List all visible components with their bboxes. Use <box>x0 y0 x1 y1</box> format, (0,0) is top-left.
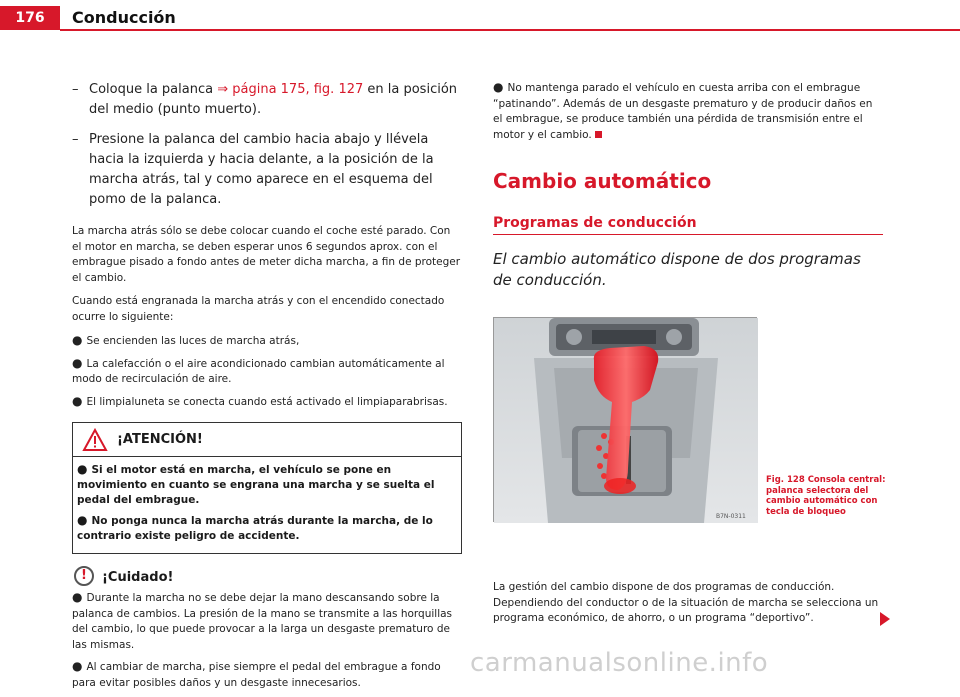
bullet-icon: ● <box>77 513 88 527</box>
warning-box <box>72 422 462 554</box>
warning-item: ● Si el motor está en marcha, el vehículo se pone en movimiento en cuanto se engrana una marcha y se suelta el pedal del embrague. <box>77 462 435 506</box>
watermark: carmanualsonline.info <box>470 648 769 678</box>
section-title: Cambio automático <box>493 169 712 193</box>
figure-code: B7N-0311 <box>716 513 746 520</box>
step-1-text-post: en la posición del medio (punto muerto). <box>89 82 458 117</box>
warning-body <box>73 457 461 553</box>
end-of-section-icon <box>595 131 602 138</box>
step-1-text-pre: Coloque la palanca <box>89 82 218 97</box>
bullet-icon: ● <box>72 355 83 370</box>
paragraph-driving-programs: La gestión del cambio dispone de dos programas de conducción. Dependiendo del conductor o de la situación de marcha se selecciona un programa económico, de ahorro, o un programa “deportivo”. <box>493 581 879 624</box>
running-title: Conducción <box>72 8 176 27</box>
bullet-icon: ● <box>72 659 83 673</box>
bullet-icon: ● <box>77 462 88 476</box>
page-number: 176 <box>0 6 60 30</box>
header-rule <box>60 29 960 31</box>
gear-selector-figure <box>493 317 757 522</box>
paragraph-reverse-gear: La marcha atrás sólo se debe colocar cuando el coche esté parado. Con el motor en marcha, se deben esperar unos 6 segundos aprox. con el embrague pisado a fondo antes de meter dicha marcha, a fin de proteger el cambio. <box>72 225 461 284</box>
next-page-arrow-icon <box>880 612 890 626</box>
caution-title: ¡Cuidado! <box>102 570 174 585</box>
step-1 <box>72 80 462 120</box>
list-item: ● La calefacción o el aire acondicionado cambian automáticamente al modo de recirculación de aire. <box>72 355 445 385</box>
page-reference-link[interactable]: ⇒ página 175, fig. 127 <box>217 82 364 97</box>
warning-header <box>73 423 461 457</box>
warning-triangle-icon <box>83 429 107 455</box>
bullet-icon: ● <box>72 590 83 604</box>
right-column <box>493 80 883 291</box>
step-2-text: Presione la palanca del cambio hacia abajo y llévela hacia la izquierda y hacia delante, a la posición de la marcha atrás, tal y como aparece en el esquema del pomo de la palanca. <box>89 132 434 207</box>
list-item: ● Se encienden las luces de marcha atrás, <box>72 333 300 347</box>
bullet-icon: ● <box>72 333 83 347</box>
caution-header <box>72 566 462 590</box>
list-item: ● El limpialuneta se conecta cuando está activado el limpiaparabrisas. <box>72 393 448 408</box>
figure-caption: Fig. 128 Consola central: palanca selectora del cambio automático con tecla de bloqueo <box>766 475 886 517</box>
caution-exclamation-icon: ! <box>74 566 94 586</box>
paragraph-reverse-effects: Cuando está engranada la marcha atrás y con el encendido conectado ocurre lo siguiente: <box>72 295 445 323</box>
warning-item: ● No ponga nunca la marcha atrás durante la marcha, de lo contrario existe peligro de accidente. <box>77 513 433 542</box>
bullet-icon: ● <box>493 80 504 94</box>
bullet-icon: ● <box>72 393 83 408</box>
step-dash: – <box>72 82 79 97</box>
step-2 <box>72 130 462 210</box>
caution-item: ● Durante la marcha no se debe dejar la mano descansando sobre la palanca de cambios. La presión de la mano se transmite a las horquillas del cambio, lo que puede provocar a la larga un desgaste prematuro de las mismas. <box>72 590 453 651</box>
subsection-title: Programas de conducción <box>493 215 883 235</box>
caution-item: ● Al cambiar de marcha, pise siempre el pedal del embrague a fondo para evitar posibles daños y un desgaste innecesarios. <box>72 659 441 689</box>
list-item: ● No mantenga parado el vehículo en cuesta arriba con el embrague “patinando”. Además de un desgaste prematuro y de producir daños en el embrague, se produce también una pérdida de transmisión entre el motor y el cambio. <box>493 80 873 141</box>
step-dash: – <box>72 132 79 147</box>
left-column <box>72 80 462 697</box>
warning-title: ¡ATENCIÓN! <box>117 432 203 447</box>
intro-text: El cambio automático dispone de dos programas de conducción. <box>493 250 861 289</box>
